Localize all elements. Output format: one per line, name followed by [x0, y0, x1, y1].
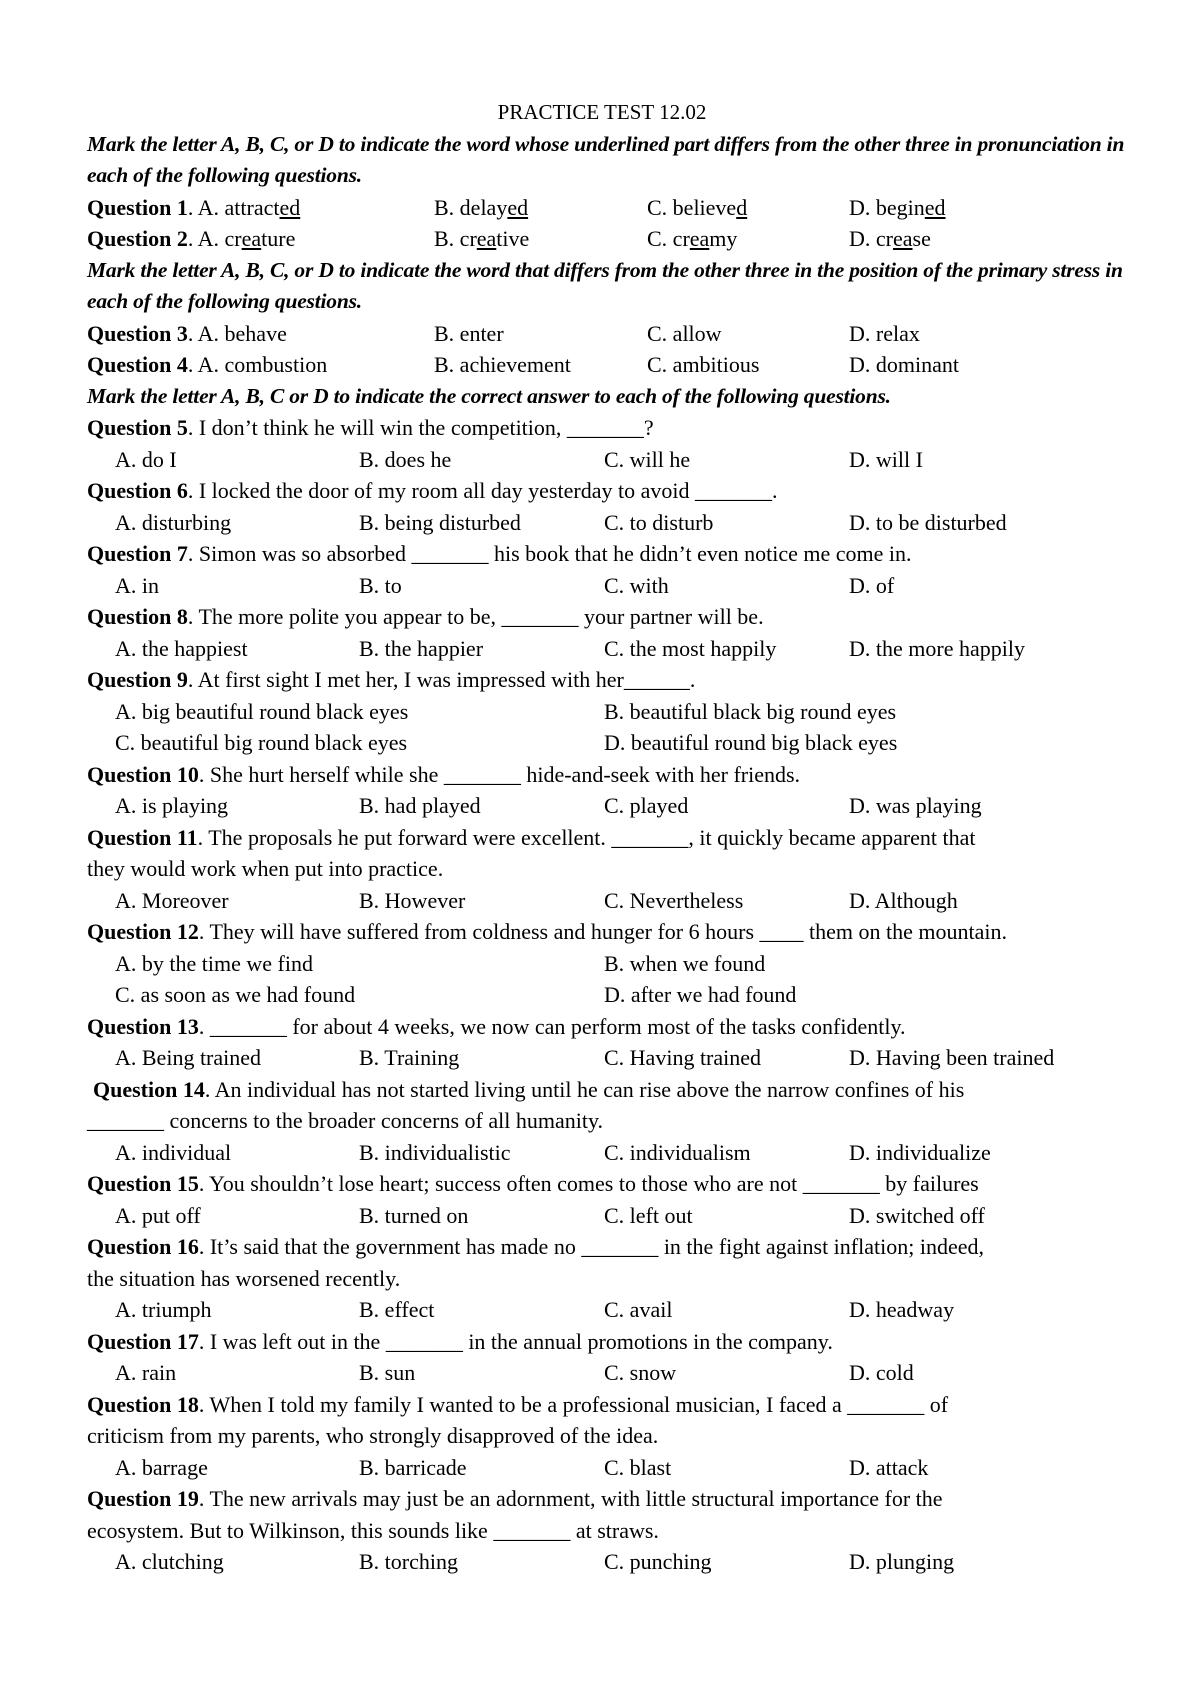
option-c[interactable]: C. played: [604, 793, 689, 818]
option-d[interactable]: D. crease: [849, 226, 931, 251]
question-label: Question 18: [87, 1391, 199, 1417]
question-text: . An individual has not started living until he can rise above the narrow confines of his: [204, 1076, 965, 1102]
option-a[interactable]: A. rain: [115, 1360, 177, 1385]
option-b[interactable]: B. to: [359, 572, 402, 598]
options-row: [87, 790, 1127, 822]
option-c[interactable]: C. will he: [604, 446, 691, 472]
question-label: Question 10: [87, 761, 199, 787]
option-c[interactable]: C. with: [604, 572, 669, 598]
option-a[interactable]: A. the happiest: [115, 635, 248, 661]
option-c[interactable]: C. left out: [604, 1202, 693, 1228]
question-15: [87, 1168, 1127, 1200]
options-row: [87, 570, 1127, 602]
option-c[interactable]: C. blast: [604, 1454, 672, 1480]
question-12: [87, 916, 1127, 948]
options-row: [87, 444, 1127, 476]
option-a[interactable]: A. put off: [115, 1202, 201, 1228]
question-label: Question 4: [87, 352, 188, 377]
question-19: [87, 1483, 1127, 1515]
question-14: [87, 1074, 1127, 1106]
option-b[interactable]: B. does he: [359, 446, 452, 472]
options-row: [87, 1294, 1127, 1326]
underlined-part: ed: [924, 194, 946, 220]
question-8: [87, 601, 1127, 633]
option-b[interactable]: B. enter: [434, 320, 504, 346]
option-d[interactable]: D. begined: [849, 194, 946, 220]
option-c[interactable]: C. to disturb: [604, 509, 714, 535]
option-a[interactable]: A. behave: [197, 320, 287, 346]
option-c[interactable]: C. as soon as we had found: [115, 982, 356, 1007]
question-label: Question 13: [87, 1013, 199, 1039]
question-text: . The proposals he put forward were excellent. _______, it quickly became apparent that: [197, 824, 976, 850]
question-label: Question 2: [87, 226, 188, 251]
option-c[interactable]: C. allow: [647, 320, 722, 346]
option-a[interactable]: A. do I: [115, 446, 177, 472]
option-b[interactable]: B. individualistic: [359, 1139, 511, 1165]
options-row: [87, 1546, 1127, 1578]
question-text-continued: the situation has worsened recently.: [87, 1265, 401, 1291]
question-10: [87, 759, 1127, 791]
option-d[interactable]: D. cold: [849, 1360, 914, 1385]
question-text: . It’s said that the government has made no _______ in the fight against inflation; indeed,: [198, 1234, 984, 1259]
option-a[interactable]: A. Moreover: [115, 887, 229, 913]
question-label: Question 16: [87, 1234, 199, 1259]
option-b[interactable]: B. creative: [434, 226, 530, 251]
question-text: . I locked the door of my room all day yesterday to avoid _______.: [187, 478, 778, 503]
underlined-part: ea: [892, 226, 913, 251]
option-b[interactable]: B. turned on: [359, 1202, 469, 1228]
question-3: Question 3. A. behave B. enter C. allow D. relax: [87, 318, 1127, 350]
question-text: . They will have suffered from coldness and hunger for 6 hours ____ them on the mountain.: [198, 919, 1007, 944]
options-row: [87, 948, 1127, 980]
question-16: [87, 1231, 1127, 1263]
option-b[interactable]: B. the happier: [359, 635, 484, 661]
option-d[interactable]: D. individualize: [849, 1139, 991, 1165]
option-d[interactable]: D. dominant: [849, 352, 959, 377]
question-text: . At first sight I met her, I was impressed with her______.: [187, 667, 696, 692]
page-title: PRACTICE TEST 12.02: [497, 100, 707, 124]
option-b[interactable]: B. torching: [359, 1549, 458, 1574]
option-d[interactable]: D. Having been trained: [849, 1045, 1055, 1070]
question-label: Question 11: [87, 824, 198, 850]
question-5: [87, 412, 1127, 444]
options-row: [87, 885, 1127, 917]
options-row: [87, 507, 1127, 539]
question-7: [87, 538, 1127, 570]
option-a[interactable]: A. big beautiful round black eyes: [115, 698, 409, 724]
underlined-part: ea: [476, 226, 497, 251]
question-label: Question 3: [87, 320, 188, 346]
question-text-continued: ecosystem. But to Wilkinson, this sounds like _______ at straws.: [87, 1517, 659, 1543]
option-a[interactable]: A. attracted: [197, 194, 301, 220]
option-b[interactable]: B. beautiful black big round eyes: [604, 698, 897, 724]
option-a[interactable]: A. is playing: [115, 793, 229, 818]
option-c[interactable]: C. the most happily: [604, 635, 777, 661]
question-label: Question 14: [93, 1076, 205, 1102]
option-c[interactable]: C. Nevertheless: [604, 887, 744, 913]
question-11: [87, 822, 1127, 854]
options-row: [87, 979, 1127, 1011]
question-label: Question 1: [87, 194, 188, 220]
underlined-part: d: [736, 194, 748, 220]
option-b[interactable]: B. However: [359, 887, 466, 913]
option-c[interactable]: C. Having trained: [604, 1045, 762, 1070]
document-content: [87, 97, 1127, 1578]
question-text: . She hurt herself while she _______ hide-and-seek with her friends.: [198, 761, 801, 787]
question-label: Question 15: [87, 1171, 199, 1196]
option-b[interactable]: B. delayed: [434, 194, 529, 220]
question-text-continued: criticism from my parents, who strongly disapproved of the idea.: [87, 1423, 659, 1448]
question-label: Question 5: [87, 415, 188, 440]
option-c[interactable]: C. punching: [604, 1549, 712, 1574]
question-label: Question 17: [87, 1328, 199, 1354]
options-row: [87, 633, 1127, 665]
question-label: Question 8: [87, 604, 188, 629]
question-text: . You shouldn’t lose heart; success often comes to those who are not _______ by failures: [198, 1171, 979, 1196]
question-text: . The new arrivals may just be an adornment, with little structural importance for the: [198, 1486, 943, 1511]
option-a[interactable]: A. clutching: [115, 1549, 224, 1574]
option-a[interactable]: A. combustion: [197, 352, 328, 377]
option-a[interactable]: A. by the time we find: [115, 950, 313, 976]
underlined-part: ed: [507, 194, 529, 220]
option-a[interactable]: A. creature: [197, 226, 296, 251]
option-d[interactable]: D. was playing: [849, 793, 982, 818]
option-c[interactable]: C. creamy: [647, 226, 738, 251]
option-c[interactable]: C. beautiful big round black eyes: [115, 730, 408, 755]
underlined-part: ea: [689, 226, 710, 251]
question-text-continued: they would work when put into practice.: [87, 856, 444, 881]
option-c[interactable]: C. believed: [647, 194, 748, 220]
option-b[interactable]: B. Training: [359, 1045, 460, 1070]
option-d[interactable]: D. to be disturbed: [849, 509, 1007, 535]
option-b[interactable]: B. had played: [359, 793, 481, 818]
question-text: . I don’t think he will win the competition, _______?: [187, 415, 654, 440]
option-c[interactable]: C. snow: [604, 1360, 677, 1385]
question-label: Question 7: [87, 541, 188, 566]
option-d[interactable]: D. will I: [849, 446, 923, 472]
question-text: . When I told my family I wanted to be a professional musician, I faced a _______ of: [198, 1391, 949, 1417]
option-c[interactable]: C. ambitious: [647, 352, 760, 377]
question-2: Question 2. A. creature B. creative C. creamy D. crease: [87, 223, 1127, 255]
option-a[interactable]: A. individual: [115, 1139, 232, 1165]
options-row: [87, 696, 1127, 728]
option-a[interactable]: A. triumph: [115, 1297, 212, 1322]
question-9: [87, 664, 1127, 696]
option-d[interactable]: D. relax: [849, 320, 920, 346]
instruction-grammar: Mark the letter A, B, C or D to indicate the correct answer to each of the following questions.: [87, 383, 891, 408]
option-a[interactable]: A. in: [115, 572, 159, 598]
option-c[interactable]: C. individualism: [604, 1139, 751, 1165]
instruction-pronunciation: Mark the letter A, B, C, or D to indicate the word whose underlined part differs from the other three in pronunciation in each of the following questions.: [87, 131, 1125, 187]
option-b[interactable]: B. when we found: [604, 950, 766, 976]
options-row: [87, 1137, 1127, 1169]
option-d[interactable]: D. headway: [849, 1297, 955, 1322]
options-row: [87, 1042, 1127, 1074]
question-text: . _______ for about 4 weeks, we now can perform most of the tasks confidently.: [198, 1013, 906, 1039]
option-a[interactable]: A. barrage: [115, 1454, 208, 1480]
underlined-part: ed: [279, 194, 301, 220]
option-d[interactable]: D. attack: [849, 1454, 929, 1480]
question-4: Question 4. A. combustion B. achievement C. ambitious D. dominant: [87, 349, 1127, 381]
question-text: . I was left out in the _______ in the annual promotions in the company.: [198, 1328, 833, 1354]
question-text-continued: _______ concerns to the broader concerns of all humanity.: [87, 1108, 604, 1133]
option-d[interactable]: D. Although: [849, 887, 958, 913]
question-6: [87, 475, 1127, 507]
option-b[interactable]: B. being disturbed: [359, 509, 521, 535]
option-a[interactable]: A. Being trained: [115, 1045, 262, 1070]
option-d[interactable]: D. plunging: [849, 1549, 955, 1574]
question-text: . Simon was so absorbed _______ his book that he didn’t even notice me come in.: [187, 541, 912, 566]
option-b[interactable]: B. effect: [359, 1297, 435, 1322]
underlined-part: ea: [241, 226, 262, 251]
option-d[interactable]: D. after we had found: [604, 982, 797, 1007]
option-d[interactable]: D. switched off: [849, 1202, 985, 1228]
instruction-stress: Mark the letter A, B, C, or D to indicate the word that differs from the other three in the position of the primary stress in each of the following questions.: [87, 257, 1123, 313]
options-row: [87, 727, 1127, 759]
options-row: [87, 1200, 1127, 1232]
options-row: [87, 1452, 1127, 1484]
question-17: [87, 1326, 1127, 1358]
question-label: Question 12: [87, 919, 199, 944]
option-d[interactable]: D. of: [849, 572, 895, 598]
option-a[interactable]: A. disturbing: [115, 509, 232, 535]
question-label: Question 9: [87, 667, 188, 692]
option-b[interactable]: B. achievement: [434, 352, 571, 377]
question-text: . The more polite you appear to be, _______ your partner will be.: [187, 604, 764, 629]
question-label: Question 6: [87, 478, 188, 503]
options-row: [87, 1357, 1127, 1389]
question-1: Question 1. A. attracted B. delayed C. believed D. begined: [87, 192, 1127, 224]
option-d[interactable]: D. beautiful round big black eyes: [604, 730, 898, 755]
option-c[interactable]: C. avail: [604, 1297, 673, 1322]
option-b[interactable]: B. sun: [359, 1360, 416, 1385]
option-b[interactable]: B. barricade: [359, 1454, 467, 1480]
question-13: [87, 1011, 1127, 1043]
question-label: Question 19: [87, 1486, 199, 1511]
question-18: [87, 1389, 1127, 1421]
option-d[interactable]: D. the more happily: [849, 635, 1025, 661]
